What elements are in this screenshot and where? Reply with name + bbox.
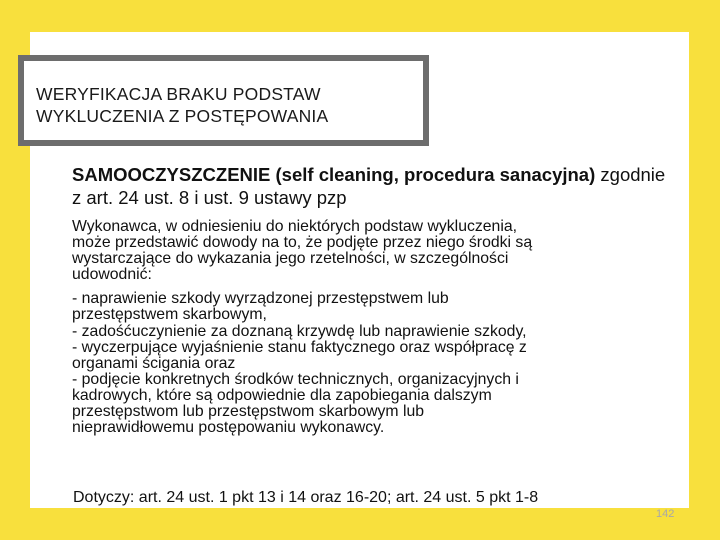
intro-line: Wykonawca, w odniesieniu do niektórych podstaw wykluczenia, — [72, 218, 518, 235]
title-box — [18, 55, 429, 146]
intro-paragraph — [72, 219, 672, 283]
list-line: organami ścigania oraz — [72, 354, 236, 372]
list-line: przestępstwem skarbowym, — [72, 306, 267, 324]
list-line: przestępstwom lub przestępstwom skarbowym lub — [72, 403, 425, 421]
title-line-1: WERYFIKACJA BRAKU PODSTAW — [36, 84, 321, 104]
title-line-2: WYKLUCZENIA Z POSTĘPOWANIA — [36, 106, 329, 126]
list-line: - zadośćuczynienie za doznaną krzywdę lub naprawienie szkody, — [72, 322, 527, 340]
section-heading — [72, 163, 672, 209]
body-text — [72, 219, 672, 436]
intro-line: udowodnić: — [72, 266, 152, 284]
legal-reference: Dotyczy: art. 24 ust. 1 pkt 13 i 14 oraz 16-20; art. 24 ust. 5 pkt 1-8 — [73, 489, 539, 506]
page-number: 142 — [656, 508, 675, 520]
list-line: - naprawienie szkody wyrządzonej przestępstwem lub — [72, 290, 449, 308]
slide-title — [36, 83, 328, 127]
intro-line: może przedstawić dowody na to, że podjęte przez niego środki są — [72, 234, 533, 252]
heading-bold: SAMOOCZYSZCZENIE (self cleaning, procedura sanacyjna) — [72, 164, 596, 185]
list-line: - podjęcie konkretnych środków technicznych, organizacyjnych i — [72, 370, 519, 388]
intro-line: wystarczające do wykazania jego rzetelności, w szczególności — [72, 250, 509, 268]
heading-rest: zgodnie z art. 24 ust. 8 i ust. 9 ustawy pzp — [72, 164, 666, 208]
items-list — [72, 291, 672, 436]
list-line: - wyczerpujące wyjaśnienie stanu faktycznego oraz współpracę z — [72, 338, 527, 356]
list-line: kadrowych, które są odpowiednie dla zapobiegania dalszym — [72, 386, 492, 404]
list-line: nieprawidłowemu postępowaniu wykonawcy. — [72, 419, 385, 437]
